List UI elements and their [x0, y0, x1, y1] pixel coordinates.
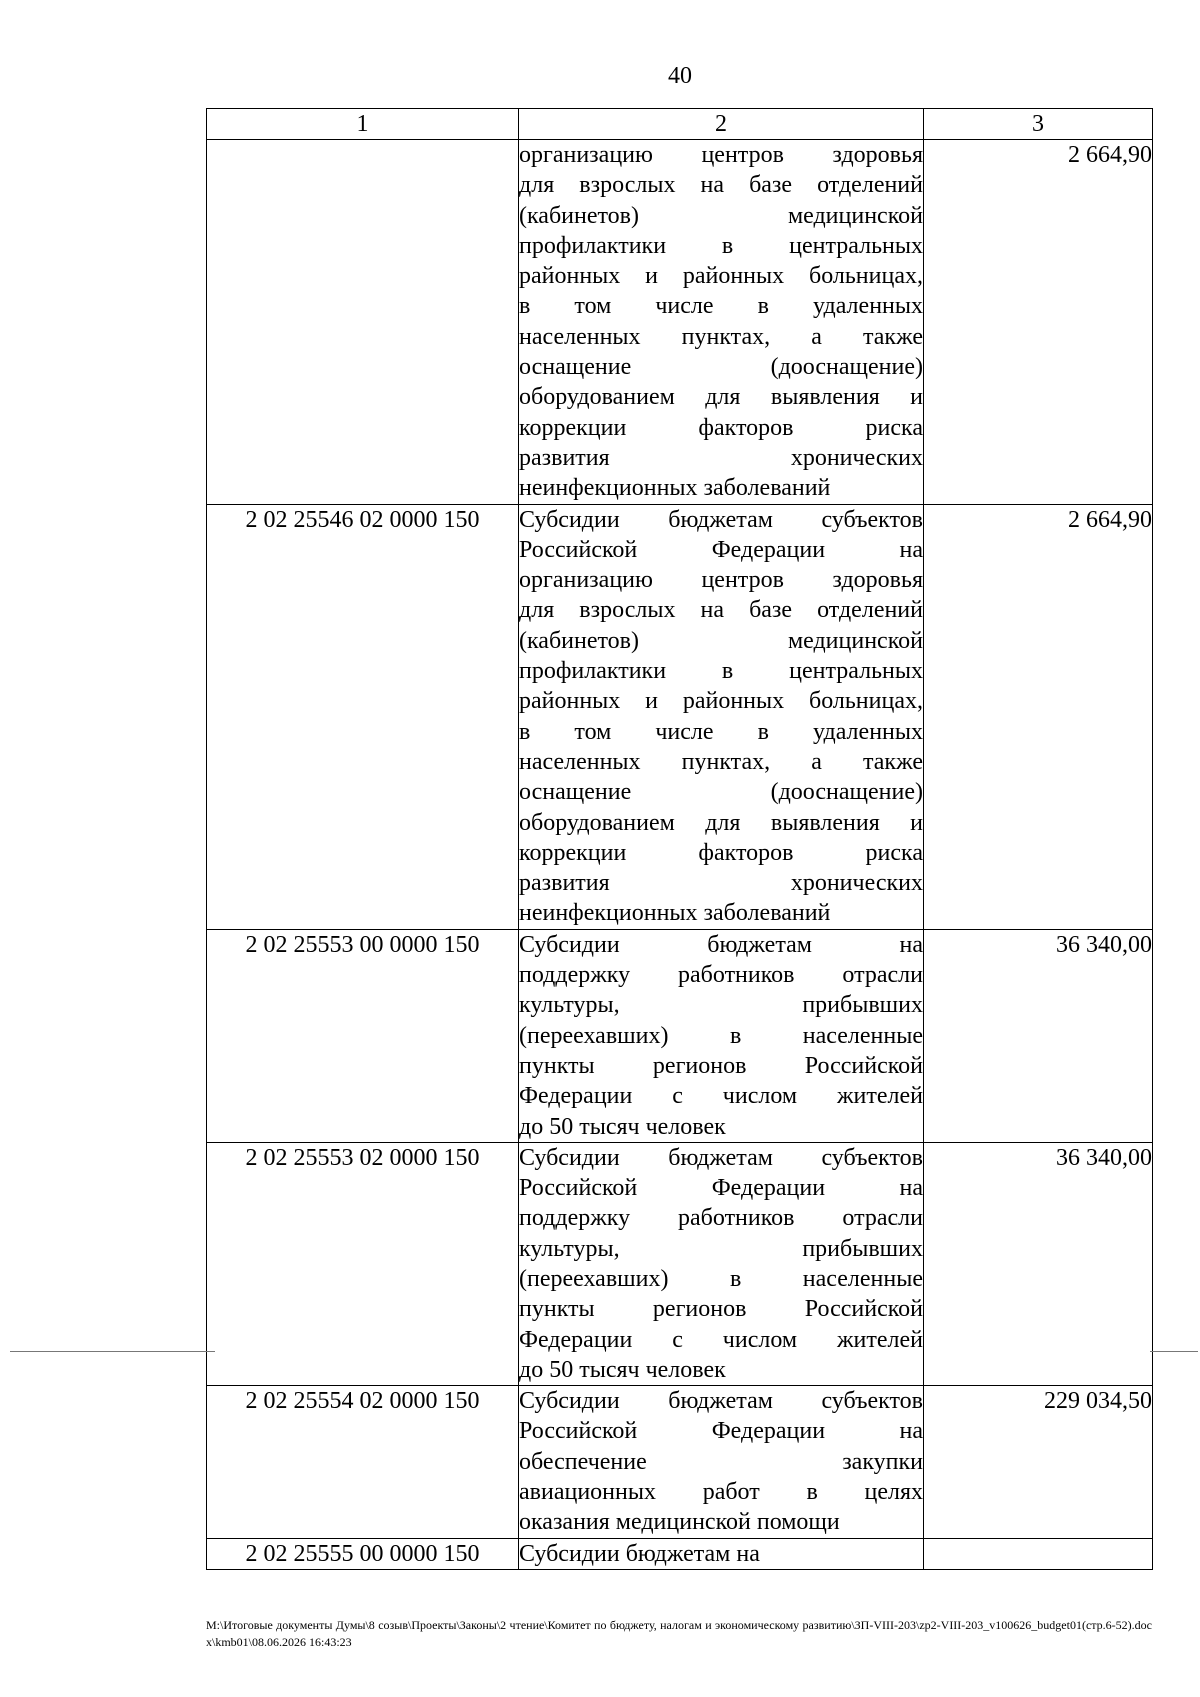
- header-col-2: 2: [519, 109, 924, 140]
- budget-code-cell: 2 02 25553 02 0000 150: [207, 1142, 519, 1385]
- description-line: Федерации с числом жителей: [519, 1083, 923, 1110]
- description-line: поддержку работников отрасли: [519, 1205, 923, 1232]
- page-number: 40: [668, 63, 692, 89]
- budget-code-cell: 2 02 25555 00 0000 150: [207, 1538, 519, 1569]
- description-cell: [519, 504, 924, 929]
- header-col-1: 1: [207, 109, 519, 140]
- amount-cell: 36 340,00: [924, 1142, 1153, 1385]
- description-line: Субсидии бюджетам на: [519, 931, 923, 958]
- description-line: районных и районных больницах,: [519, 688, 923, 715]
- description-line: до 50 тысяч человек: [519, 1113, 726, 1140]
- scan-line-left: [10, 1351, 215, 1352]
- description-line: Субсидии бюджетам субъектов: [519, 1144, 923, 1171]
- description-line: для взрослых на базе отделений: [519, 597, 923, 624]
- description-cell: [519, 929, 924, 1142]
- description-line: обеспечение закупки: [519, 1448, 923, 1475]
- description-line: профилактики в центральных: [519, 658, 923, 685]
- description-line: культуры, прибывших: [519, 1235, 923, 1262]
- description-line: для взрослых на базе отделений: [519, 172, 923, 199]
- description-line: оснащение (дооснащение): [519, 779, 923, 806]
- table-row: [207, 140, 1153, 505]
- description-line: Субсидии бюджетам субъектов: [519, 1388, 923, 1415]
- budget-code-cell: 2 02 25546 02 0000 150: [207, 504, 519, 929]
- budget-code-cell: 2 02 25553 00 0000 150: [207, 929, 519, 1142]
- description-line: неинфекционных заболеваний: [519, 475, 831, 502]
- description-line: (кабинетов) медицинской: [519, 202, 923, 229]
- description-line: в том числе в удаленных: [519, 293, 923, 320]
- description-line: развития хронических: [519, 870, 923, 897]
- description-line: пункты регионов Российской: [519, 1052, 923, 1079]
- description-line: Российской Федерации на: [519, 536, 923, 563]
- budget-code-cell: [207, 140, 519, 505]
- table-body: [207, 140, 1153, 1570]
- description-line: Субсидии бюджетам на: [519, 1540, 760, 1567]
- description-line: Российской Федерации на: [519, 1418, 923, 1445]
- footer-file-path: M:\Итоговые документы Думы\8 созыв\Проекты\Законы\2 чтение\Комитет по бюджету, налогам и экономическому развитию\ЗП-VIII-203\zp2-VIII-203_v100626_budget01(стр.6-52).docx\kmb01\08.06.2026 16:43:23: [206, 1618, 1152, 1649]
- table-row: [207, 504, 1153, 929]
- header-col-3: 3: [924, 109, 1153, 140]
- description-line: оборудованием для выявления и: [519, 809, 923, 836]
- description-line: культуры, прибывших: [519, 992, 923, 1019]
- description-line: Субсидии бюджетам субъектов: [519, 506, 923, 533]
- description-line: населенных пунктах, а также: [519, 748, 923, 775]
- description-line: оборудованием для выявления и: [519, 384, 923, 411]
- description-line: Российской Федерации на: [519, 1175, 923, 1202]
- description-line: оказания медицинской помощи: [519, 1509, 840, 1536]
- scan-line-right: [1150, 1351, 1198, 1352]
- description-cell: [519, 140, 924, 505]
- description-line: организацию центров здоровья: [519, 567, 923, 594]
- description-line: (кабинетов) медицинской: [519, 627, 923, 654]
- amount-cell: [924, 1538, 1153, 1569]
- description-line: районных и районных больницах,: [519, 263, 923, 290]
- description-line: (переехавших) в населенные: [519, 1265, 923, 1292]
- table-row: [207, 1142, 1153, 1385]
- table-row: [207, 1538, 1153, 1569]
- amount-cell: 36 340,00: [924, 929, 1153, 1142]
- budget-table: [206, 108, 1153, 1570]
- description-cell: [519, 1538, 924, 1569]
- amount-cell: 2 664,90: [924, 140, 1153, 505]
- description-cell: [519, 1386, 924, 1538]
- description-cell: [519, 1142, 924, 1385]
- description-line: пункты регионов Российской: [519, 1296, 923, 1323]
- description-line: развития хронических: [519, 444, 923, 471]
- description-line: неинфекционных заболеваний: [519, 900, 831, 927]
- description-line: населенных пунктах, а также: [519, 323, 923, 350]
- description-line: профилактики в центральных: [519, 232, 923, 259]
- header-row: [207, 109, 1153, 140]
- description-line: Федерации с числом жителей: [519, 1326, 923, 1353]
- description-line: (переехавших) в населенные: [519, 1022, 923, 1049]
- table-row: [207, 929, 1153, 1142]
- description-line: организацию центров здоровья: [519, 142, 923, 168]
- amount-cell: 229 034,50: [924, 1386, 1153, 1538]
- amount-cell: 2 664,90: [924, 504, 1153, 929]
- description-line: авиационных работ в целях: [519, 1479, 923, 1506]
- description-line: поддержку работников отрасли: [519, 962, 923, 989]
- description-line: коррекции факторов риска: [519, 414, 923, 441]
- table-header: [207, 109, 1153, 140]
- description-line: до 50 тысяч человек: [519, 1356, 726, 1383]
- budget-code-cell: 2 02 25554 02 0000 150: [207, 1386, 519, 1538]
- description-line: оснащение (дооснащение): [519, 354, 923, 381]
- description-line: в том числе в удаленных: [519, 718, 923, 745]
- description-line: коррекции факторов риска: [519, 839, 923, 866]
- table-row: [207, 1386, 1153, 1538]
